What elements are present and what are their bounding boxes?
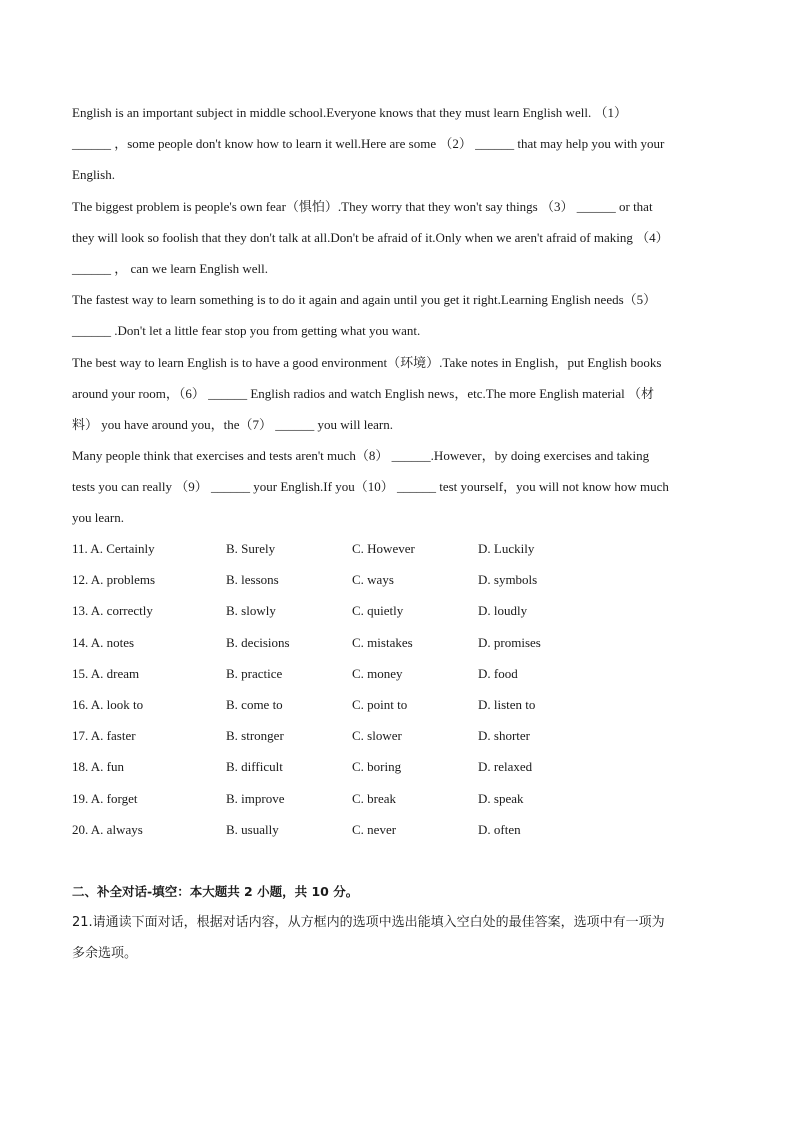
passage-line: English is an important subject in middle school.Everyone knows that they must learn English well. （1） [72,105,627,120]
section-two [72,876,722,970]
option-d: D. Luckily [478,541,535,556]
option-a-text: look to [106,696,144,712]
passage-line: ______ ，some people don't know how to learn it well.Here are some （2） ______ that may help you with your [72,136,665,152]
option-c: C. boring [352,759,402,775]
passage-line: The fastest way to learn something is to do it again and again until you get it right.Learning English needs（5） [72,292,657,308]
option-b: B. lessons [226,572,279,588]
option-a-text: faster [106,728,136,744]
option-b: B. decisions [226,634,290,650]
passage-line: they will look so foolish that they don't talk at all.Don't be afraid of it.Only when we aren't afraid of making （4） [72,229,669,245]
option-b: B. Surely [226,541,276,556]
answer-options [72,533,722,845]
option-c: C. slower [352,728,402,744]
option-a [72,814,143,845]
option-b: B. usually [226,821,279,837]
question-21-text: 21.请通读下面对话，根据对话内容，从方框内的选项中选出能填入空白处的最佳答案，选项中有一项为 [72,915,665,931]
question-number: 19. A. [72,790,104,806]
option-b: B. practice [226,665,283,681]
option-a [72,658,139,689]
option-d: D. loudly [478,603,528,619]
option-b: B. difficult [226,759,283,775]
question-number: 17. A. [72,728,104,744]
passage-line: tests you can really （9） ______ your English.If you（10） ______ test yourself，you will not know how much [72,479,669,495]
option-c: C. However [352,541,415,556]
option-c: C. ways [352,572,394,588]
option-a-text: always [106,821,143,837]
passage-line: Many people think that exercises and tests aren't much（8） ______.However，by doing exercises and taking [72,448,650,464]
option-b: B. stronger [226,728,284,744]
option-a-text: forget [106,790,138,806]
option-d: D. often [478,821,521,837]
question-number: 16. A. [72,696,104,712]
question-number: 18. A. [72,759,104,775]
option-a [72,533,155,564]
option-c: C. mistakes [352,634,413,650]
question-number: 11. A. [72,541,103,556]
option-a [72,720,136,751]
option-c: C. point to [352,696,408,712]
option-c: C. break [352,790,397,806]
section-title: 二、补全对话-填空：本大题共 2 小题，共 10 分。 [72,884,359,899]
passage-line: The best way to learn English is to have a good environment（环境）.Take notes in English，put English books [72,354,662,370]
passage-line: The biggest problem is people's own fear（惧怕）.They worry that they won't say things （3） ______ or that [72,198,653,214]
option-d: D. symbols [478,572,538,588]
option-a [72,783,137,814]
option-b: B. improve [226,790,285,806]
option-a-text: notes [106,634,135,650]
option-d: D. listen to [478,696,536,712]
option-a-text: problems [106,572,156,588]
option-row-15 [72,658,722,689]
option-a [72,627,134,658]
question-number: 14. A. [72,634,104,650]
passage-line: ______ .Don't let a little fear stop you from getting what you want. [72,323,421,339]
option-c: C. quietly [352,603,404,619]
option-c: C. money [352,665,403,681]
option-d: D. relaxed [478,759,533,775]
question-number: 12. A. [72,572,104,588]
passage-line: English. [72,167,115,183]
passage-line: you learn. [72,510,124,526]
option-a-text: dream [106,665,140,681]
option-a-text: fun [106,759,125,775]
option-d: D. speak [478,790,524,806]
question-21-text-continued: 多余选项。 [72,946,138,962]
option-row-12 [72,564,722,595]
option-row-11 [72,533,722,564]
passage-line: 料） you have around you，the（7） ______ you will learn. [72,416,393,432]
option-d: D. shorter [478,728,530,744]
option-b: B. slowly [226,603,276,619]
option-a-text: correctly [106,603,153,619]
option-a-text: Certainly [106,541,155,556]
option-c: C. never [352,821,397,837]
passage-line: ______ ， can we learn English well. [72,260,269,276]
option-row-16 [72,689,722,720]
passage-line: around your room，（6） ______ English radios and watch English news，etc.The more English material （材 [72,385,654,401]
option-a [72,564,155,595]
option-row-14 [72,627,722,658]
option-row-20 [72,814,722,845]
option-row-18 [72,751,722,782]
option-row-19 [72,783,722,814]
question-number: 15. A. [72,665,104,681]
option-b: B. come to [226,696,283,712]
question-number: 13. A. [72,603,104,619]
option-d: D. food [478,665,518,681]
question-number: 20. A. [72,821,104,837]
option-d: D. promises [478,634,541,650]
cloze-passage [72,97,722,534]
option-row-13 [72,595,722,626]
option-a [72,751,124,782]
option-row-17 [72,720,722,751]
option-a [72,689,143,720]
option-a [72,595,153,626]
